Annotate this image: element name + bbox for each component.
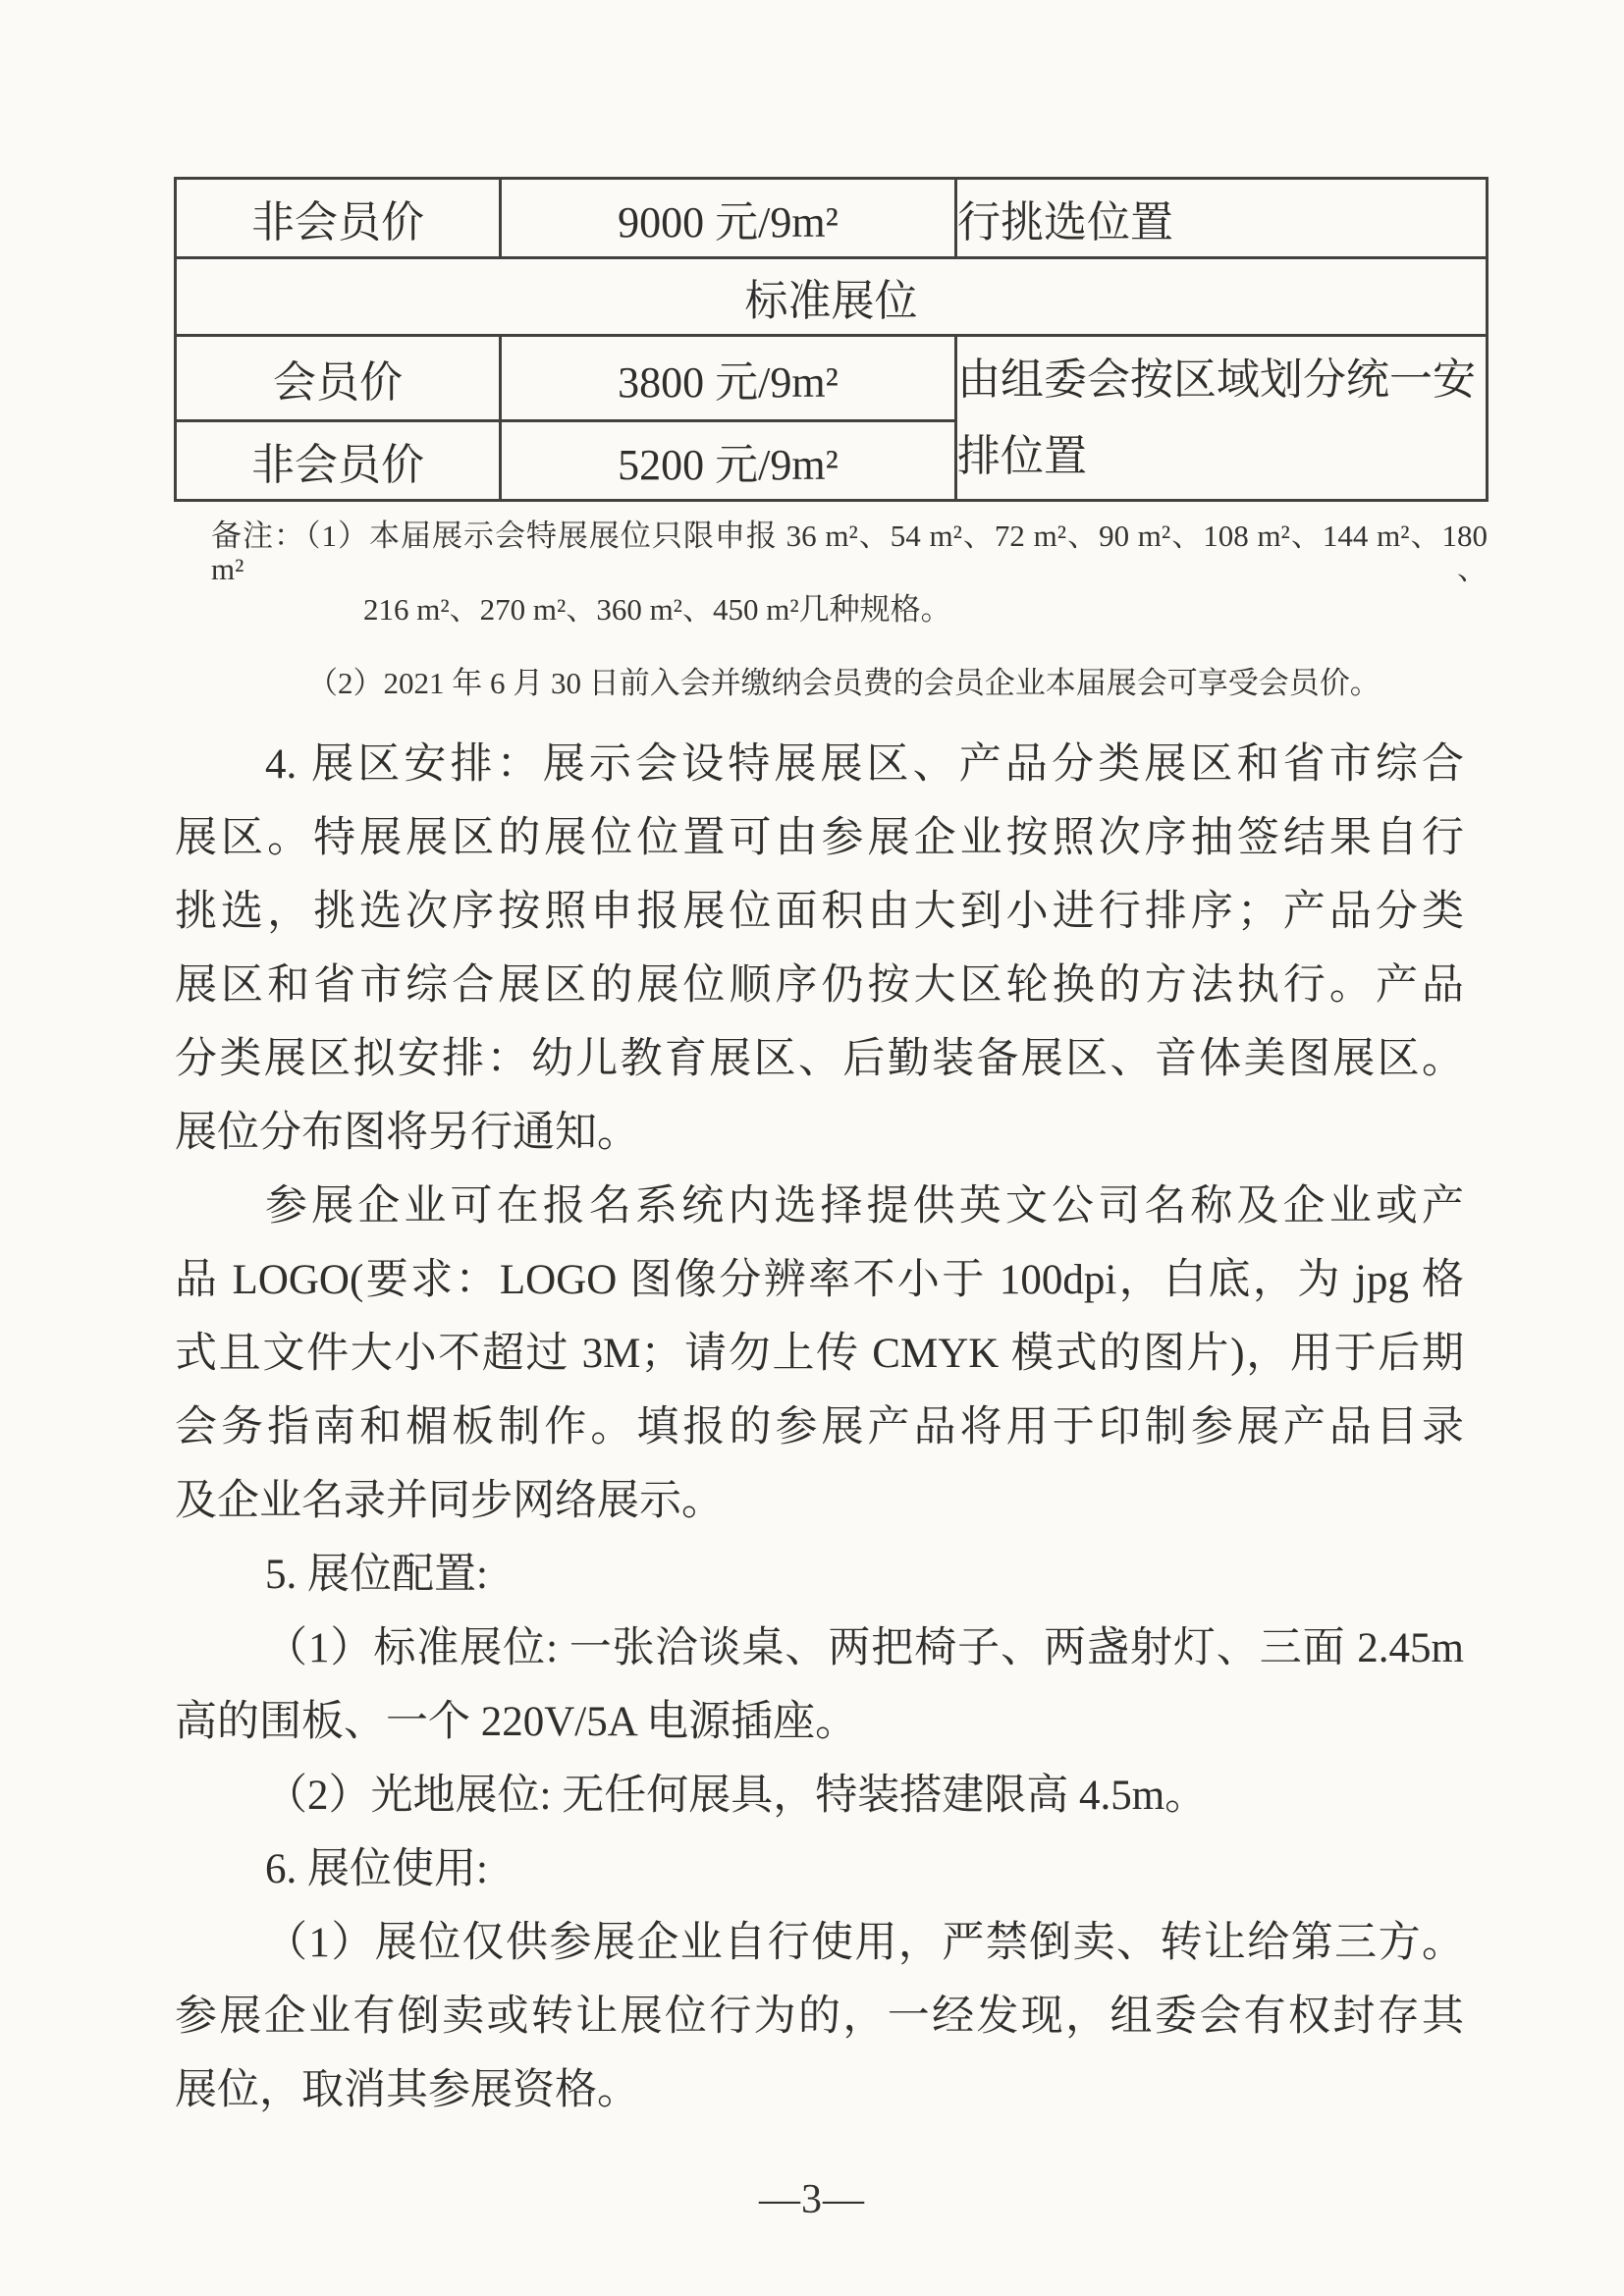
body-text-line: 展位，取消其参展资格。 [175,2067,639,2113]
body-text-line: （1）展位仅供参展企业自行使用，严禁倒卖、转让给第三方。 [265,1920,1464,1966]
body-text-line: 展位分布图将另行通知。 [175,1110,639,1156]
standard-nonmember-price-cell: 5200 元/9m² [501,421,956,501]
body-text-line: 品 LOGO(要求：LOGO 图像分辨率不小于 100dpi，白底，为 jpg 格 [175,1257,1464,1303]
body-text-line: 分类展区拟安排：幼儿教育展区、后勤装备展区、音体美图展区。 [175,1036,1464,1082]
body-text-line: 高的围板、一个 220V/5A 电源插座。 [175,1699,858,1745]
remarks-line: （2）2021 年 6 月 30 日前入会并缴纳会员费的会员企业本届展会可享受会员价。 [307,666,1380,700]
body-text-line: 会务指南和楣板制作。填报的参展产品将用于印制参展产品目录 [175,1404,1464,1450]
table-row [176,258,1488,336]
standard-member-label-cell: 会员价 [176,336,501,421]
body-text-line: 展区。特展展区的展位位置可由参展企业按照次序抽签结果自行 [175,815,1464,861]
body-text-line: 6. 展位使用: [265,1846,488,1892]
body-text-line: 参展企业有倒卖或转让展位行为的，一经发现，组委会有权封存其 [175,1994,1464,2040]
body-text-line: 及企业名录并同步网络展示。 [175,1478,724,1524]
body-text-line: （1）标准展位: 一张洽谈桌、两把椅子、两盏射灯、三面 2.45m [265,1625,1464,1671]
body-text-line: 5. 展位配置: [265,1552,488,1598]
special-nonmember-price-cell: 9000 元/9m² [501,179,956,258]
body-text-block [175,728,1464,2127]
table-row [176,336,1488,421]
booth-price-table [174,177,1489,502]
remarks-line: 216 m²、270 m²、360 m²、450 m²几种规格。 [363,592,951,627]
page-number: —3— [759,2177,865,2222]
special-position-note-cell: 行挑选位置 [956,179,1488,258]
standard-booth-section-cell: 标准展位 [176,258,1488,336]
remarks-line: 备注：（1）本届展示会特展展位只限申报 36 m²、54 m²、72 m²、90 m²、108 m²、144 m²、180 m²、 [211,519,1488,586]
body-text-line: 参展企业可在报名系统内选择提供英文公司名称及企业或产 [265,1183,1464,1230]
standard-member-price-cell: 3800 元/9m² [501,336,956,421]
standard-arrangement-note-cell: 由组委会按区域划分统一安排位置 [956,336,1488,501]
body-text-line: 展区和省市综合展区的展位顺序仍按大区轮换的方法执行。产品 [175,962,1464,1009]
table-row [176,179,1488,258]
special-nonmember-label-cell: 非会员价 [176,179,501,258]
body-text-line: 4. 展区安排：展示会设特展展区、产品分类展区和省市综合 [265,741,1464,788]
body-text-line: （2）光地展位: 无任何展具，特装搭建限高 4.5m。 [265,1773,1208,1819]
body-text-line: 式且文件大小不超过 3M；请勿上传 CMYK 模式的图片)，用于后期 [175,1331,1464,1377]
body-text-line: 挑选，挑选次序按照申报展位面积由大到小进行排序；产品分类 [175,889,1464,935]
standard-nonmember-label-cell: 非会员价 [176,421,501,501]
